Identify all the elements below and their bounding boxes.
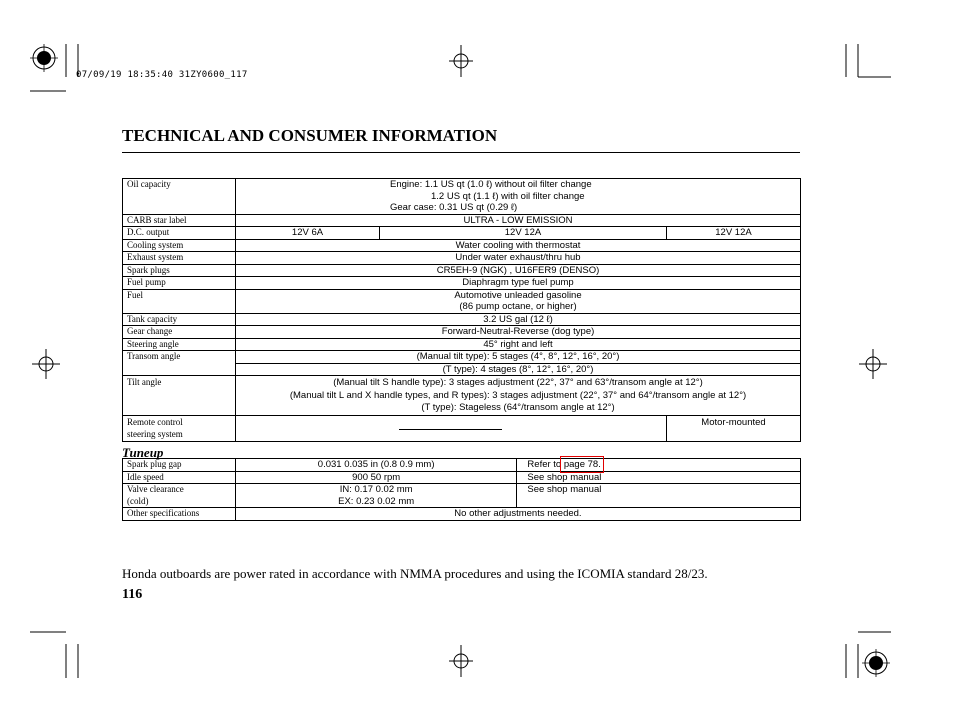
transom-angle-value: (Manual tilt type): 5 stages (4°, 8°, 12°, 16°, 20°) <box>236 351 801 364</box>
table-row <box>123 264 801 277</box>
remote-control-blank <box>236 416 667 442</box>
table-row <box>123 326 801 339</box>
table-row <box>123 416 801 442</box>
oil-capacity-label: Oil capacity <box>123 179 236 215</box>
other-specs-value: No other adjustments needed. <box>235 508 800 521</box>
spark-gap-value: 0.031 0.035 in (0.8 0.9 mm) <box>235 459 517 472</box>
exhaust-value: Under water exhaust/thru hub <box>236 252 801 265</box>
idle-speed-value: 900 50 rpm <box>235 471 517 484</box>
table-row <box>123 289 801 313</box>
gear-change-value: Forward-Neutral-Reverse (dog type) <box>236 326 801 339</box>
table-row <box>123 376 801 416</box>
tank-label: Tank capacity <box>123 313 236 326</box>
fuel-pump-label: Fuel pump <box>123 277 236 290</box>
print-header: 07/09/19 18:35:40 31ZY0600_117 <box>76 70 248 80</box>
transom-angle-value: (T type): 4 stages (8°, 12°, 16°, 20°) <box>236 363 801 376</box>
transom-angle-label: Transom angle <box>123 351 236 376</box>
tank-value: 3.2 US gal (12 ℓ) <box>236 313 801 326</box>
remote-control-label: Remote control steering system <box>123 416 236 442</box>
table-row <box>123 252 801 265</box>
title-rule <box>122 152 800 153</box>
fuel-value: Automotive unleaded gasoline (86 pump octane, or higher) <box>236 289 801 313</box>
tuneup-heading: Tuneup <box>122 445 164 460</box>
valve-clearance-value: IN: 0.17 0.02 mm EX: 0.23 0.02 mm <box>235 484 517 508</box>
page-title: TECHNICAL AND CONSUMER INFORMATION <box>122 126 498 145</box>
idle-speed-label: Idle speed <box>123 471 236 484</box>
tilt-angle-value: (Manual tilt S handle type): 3 stages adjustment (22°, 37° and 63°/transom angle at 12°) (Manual tilt L and X handle types, and R types): 3 stages adjustment (22°, 37° and 64°/transom angle at 12°) (T type): Stageless (64°/transom angle at 12°) <box>236 376 801 416</box>
other-specs-label: Other specifications <box>123 508 236 521</box>
dc-output-value: 12V 6A <box>236 227 380 240</box>
crosshair-icon <box>449 45 473 77</box>
power-rating-note: Honda outboards are power rated in accordance with NMMA procedures and using the ICOMIA standard 28/23. <box>122 566 708 581</box>
tuneup-table <box>122 458 801 521</box>
table-row <box>123 227 801 240</box>
idle-speed-ref: See shop manual <box>517 471 801 484</box>
dc-output-value: 12V 12A <box>380 227 667 240</box>
crosshair-icon <box>449 645 473 677</box>
spark-plugs-label: Spark plugs <box>123 264 236 277</box>
valve-clearance-label: Valve clearance (cold) <box>123 484 236 508</box>
cooling-label: Cooling system <box>123 239 236 252</box>
table-row <box>123 471 801 484</box>
oil-capacity-value: Engine: 1.1 US qt (1.0 ℓ) without oil filter change 1.2 US qt (1.1 ℓ) with oil filter change Gear case: 0.31 US qt (0.29 ℓ) <box>236 179 801 215</box>
steering-angle-value: 45° right and left <box>236 338 801 351</box>
crosshair-icon <box>859 349 887 379</box>
carb-value: ULTRA - LOW EMISSION <box>236 214 801 227</box>
specifications-table <box>122 178 801 442</box>
table-row <box>123 179 801 215</box>
table-row <box>123 239 801 252</box>
registration-target-icon <box>862 649 890 677</box>
dc-output-value: 12V 12A <box>667 227 801 240</box>
spark-plugs-value: CR5EH-9 (NGK) , U16FER9 (DENSO) <box>236 264 801 277</box>
table-row <box>123 214 801 227</box>
fuel-label: Fuel <box>123 289 236 313</box>
page-78-link[interactable]: page 78. <box>564 459 601 470</box>
table-row <box>123 508 801 521</box>
page-number: 116 <box>122 587 143 602</box>
carb-label: CARB star label <box>123 214 236 227</box>
valve-clearance-ref: See shop manual <box>517 484 801 508</box>
table-row <box>123 484 801 508</box>
table-row <box>123 351 801 364</box>
fuel-pump-value: Diaphragm type fuel pump <box>236 277 801 290</box>
blank-line <box>399 429 502 430</box>
gear-change-label: Gear change <box>123 326 236 339</box>
table-row <box>123 277 801 290</box>
cooling-value: Water cooling with thermostat <box>236 239 801 252</box>
tilt-angle-label: Tilt angle <box>123 376 236 416</box>
spark-gap-label: Spark plug gap <box>123 459 236 472</box>
table-row <box>123 459 801 472</box>
link-highlight <box>560 456 604 473</box>
exhaust-label: Exhaust system <box>123 252 236 265</box>
steering-angle-label: Steering angle <box>123 338 236 351</box>
spark-gap-ref: Refer to page 78. <box>517 459 801 472</box>
dc-output-label: D.C. output <box>123 227 236 240</box>
crosshair-icon <box>32 349 60 379</box>
table-row <box>123 313 801 326</box>
registration-target-icon <box>30 44 58 72</box>
remote-control-value: Motor-mounted <box>667 416 801 442</box>
table-row <box>123 338 801 351</box>
